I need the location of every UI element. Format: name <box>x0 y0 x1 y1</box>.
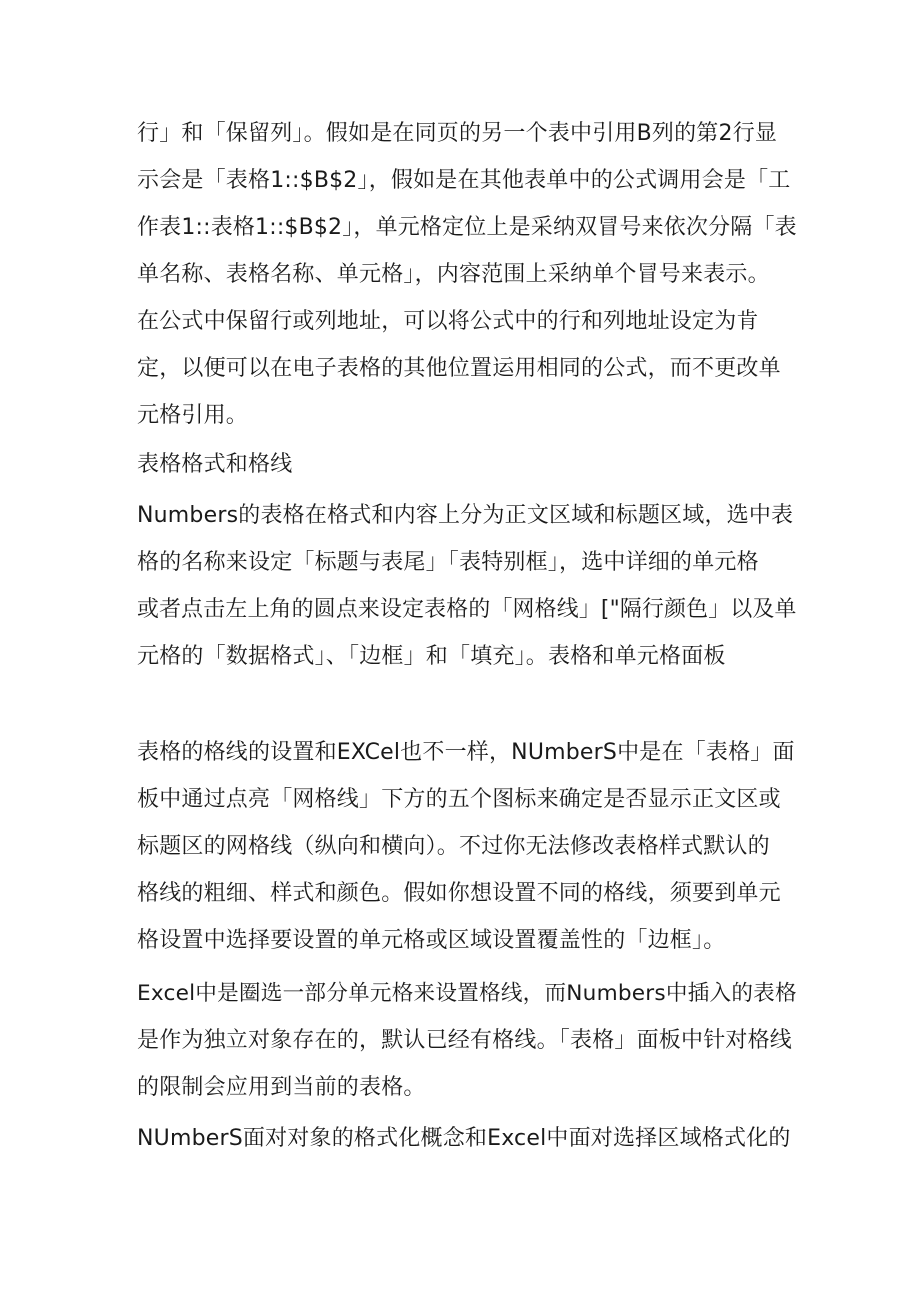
section-heading: 表格格式和格线 <box>137 452 293 477</box>
text-line: 表格的格线的设置和EXCel也不一样，NUmberS中是在「表格」面 <box>137 740 795 765</box>
text-line: 元格引用。 <box>137 403 249 428</box>
text-line: 在公式中保留行或列地址，可以将公式中的行和列地址设定为肯 <box>137 309 759 334</box>
text-line: 格设置中选择要设置的单元格或区域设置覆盖性的「边框」。 <box>137 928 726 953</box>
text-line: 行」和「保留列」。假如是在同页的另一个表中引用B列的第2行显 <box>137 121 778 146</box>
text-line: 板中通过点亮「网格线」下方的五个图标来确定是否显示正文区或 <box>137 787 781 812</box>
text-line: 作表1::表格1::$B$2」，单元格定位上是采纳双冒号来依次分隔「表 <box>137 215 797 240</box>
text-line: Numbers的表格在格式和内容上分为正文区域和标题区域，选中表 <box>137 503 794 528</box>
text-line: Excel中是圈选一部分单元格来设置格线，而Numbers中插入的表格 <box>137 981 797 1006</box>
text-line: 的限制会应用到当前的表格。 <box>137 1075 426 1100</box>
text-line: 示会是「表格1::$B$2」，假如是在其他表单中的公式调用会是「工 <box>137 168 791 193</box>
text-line: 标题区的网格线（纵向和横向）。不过你无法修改表格样式默认的 <box>137 834 770 859</box>
text-line: 格线的粗细、样式和颜色。假如你想设置不同的格线，须要到单元 <box>137 881 781 906</box>
text-line: 是作为独立对象存在的，默认已经有格线。「表格」面板中针对格线 <box>137 1028 793 1053</box>
text-line: NUmberS面对对象的格式化概念和Excel中面对选择区域格式化的 <box>137 1126 791 1151</box>
text-line: 定，以便可以在电子表格的其他位置运用相同的公式，而不更改单 <box>137 356 781 381</box>
text-line: 格的名称来设定「标题与表尾」「表特别框」，选中详细的单元格 <box>137 550 759 575</box>
text-line: 或者点击左上角的圆点来设定表格的「网格线」["隔行颜色」以及单 <box>137 597 797 622</box>
text-line: 单名称、表格名称、单元格」，内容范围上采纳单个冒号来表示。 <box>137 262 770 287</box>
text-line: 元格的「数据格式」、「边框」和「填充」。表格和单元格面板 <box>137 644 726 669</box>
